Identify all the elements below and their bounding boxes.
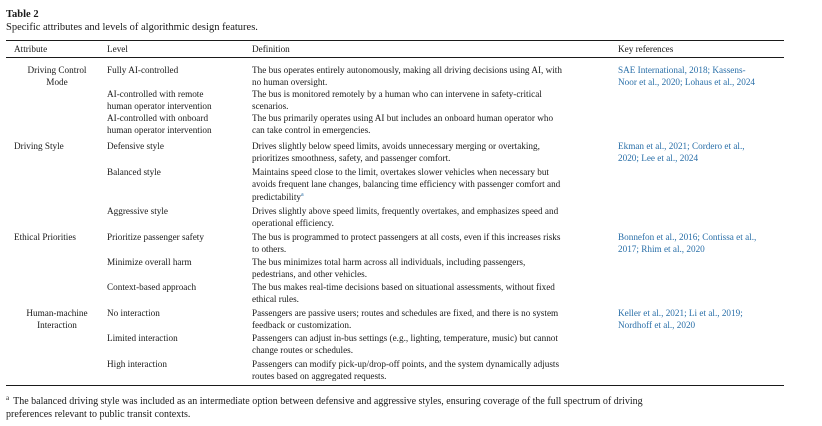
key-references[interactable]: Ekman et al., 2021; Cordero et al., 2020; Lee et al., 2024 (618, 141, 745, 163)
table-bottom-rule (6, 385, 784, 386)
header-key-references: Key references (618, 44, 674, 54)
level-definition: Drives slightly below speed limits, avoids unnecessary merging or overtaking, prioritizes smoothness, safety, and passenger comfort. (252, 141, 540, 163)
header-level: Level (107, 44, 128, 54)
level-definition: Passengers are passive users; routes and schedules are fixed, and there is no system feedback or customization. (252, 308, 559, 330)
table-footnote: $^a$ The balanced driving style was included as an intermediate option between defensive and aggressive styles, ensuring coverage of the full spectrum of driving preferences relevant to public transit contexts. (6, 394, 643, 420)
level-definition: The bus operates entirely autonomously, making all driving decisions using AI, with no human oversight. (252, 65, 562, 87)
level-definition: Passengers can adjust in-bus settings (e.g., lighting, temperature, music) but cannot change routes or schedules. (252, 333, 558, 355)
table-title: Specific attributes and levels of algorithmic design features. (6, 22, 258, 33)
table-header-rule (6, 57, 784, 58)
level-label: High interaction (107, 359, 167, 369)
level-definition: The bus makes real-time decisions based on situational assessments, without fixed ethical rules. (252, 282, 555, 304)
level-label: No interaction (107, 308, 160, 318)
level-label: Defensive style (107, 141, 164, 151)
header-definition: Definition (252, 44, 290, 54)
key-references[interactable]: Bonnefon et al., 2016; Contissa et al., 2017; Rhim et al., 2020 (618, 232, 757, 254)
attribute-name: Human-machine Interaction (26, 308, 88, 330)
table-top-rule (6, 40, 784, 41)
level-label: AI-controlled with remote human operator intervention (107, 89, 212, 111)
footnote-marker[interactable]: a (300, 192, 304, 199)
level-definition: Drives slightly above speed limits, frequently overtakes, and emphasizes speed and operational efficiency. (252, 206, 559, 228)
level-definition: Maintains speed close to the limit, overtakes slower vehicles when necessary but avoids frequent lane changes, balancing time efficiency with passenger comfort and predictability$^a$ (252, 167, 561, 203)
level-label: Balanced style (107, 167, 161, 177)
level-definition: The bus is monitored remotely by a human who can intervene in safety-critical scenarios. (252, 89, 542, 111)
attribute-name: Ethical Priorities (14, 232, 77, 242)
level-definition: The bus minimizes total harm across all individuals, including passengers, pedestrians, and other vehicles. (252, 257, 526, 279)
attribute-name: Driving Control Mode (27, 65, 87, 87)
key-references[interactable]: Keller et al., 2021; Li et al., 2019; Nordhoff et al., 2020 (618, 308, 743, 330)
level-definition: The bus primarily operates using AI but includes an onboard human operator who can take control in emergencies. (252, 113, 554, 135)
level-label: Prioritize passenger safety (107, 232, 204, 242)
footnote-mark: a (6, 394, 10, 402)
table-number: Table 2 (6, 9, 39, 20)
level-label: Aggressive style (107, 206, 168, 216)
level-label: Minimize overall harm (107, 257, 192, 267)
level-label: Context-based approach (107, 282, 197, 292)
key-references[interactable]: SAE International, 2018; Kassens- Noor et al., 2020; Lohaus et al., 2024 (618, 65, 756, 87)
level-label: Fully AI-controlled (107, 65, 179, 75)
table-caption (6, 8, 258, 34)
level-definition: The bus is programmed to protect passengers at all costs, even if this increases risks to others. (252, 232, 561, 254)
level-definition: Passengers can modify pick-up/drop-off points, and the system dynamically adjusts routes based on aggregated requests. (252, 359, 560, 381)
header-attribute: Attribute (14, 44, 48, 54)
attribute-name: Driving Style (14, 141, 64, 151)
level-label: AI-controlled with onboard human operator intervention (107, 113, 212, 135)
level-label: Limited interaction (107, 333, 178, 343)
